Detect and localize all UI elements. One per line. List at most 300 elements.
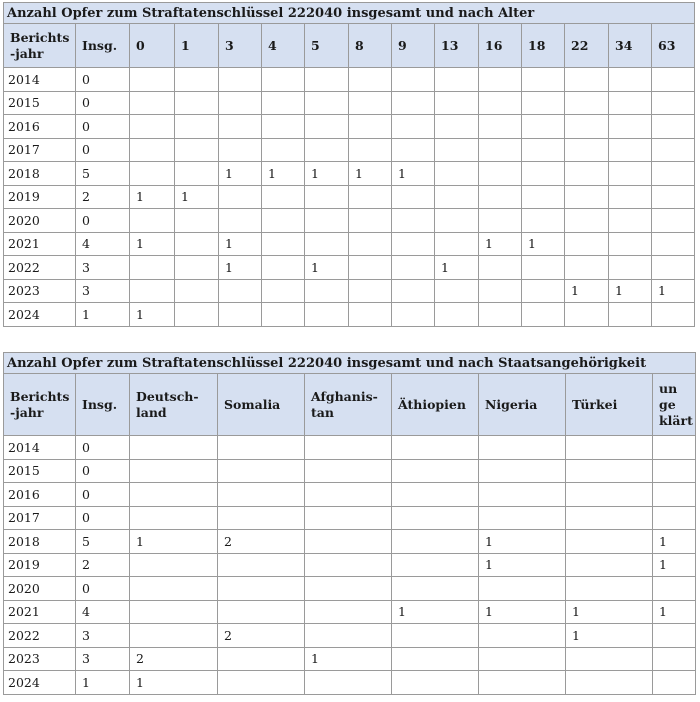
total-cell: 3 bbox=[76, 279, 130, 303]
value-cell bbox=[218, 459, 305, 483]
value-cell bbox=[219, 91, 262, 115]
column-header: 8 bbox=[349, 24, 392, 68]
value-cell bbox=[653, 483, 696, 507]
table-row bbox=[4, 553, 696, 577]
table-row bbox=[4, 256, 695, 280]
value-cell bbox=[565, 232, 609, 256]
value-cell bbox=[130, 553, 218, 577]
value-cell bbox=[565, 162, 609, 186]
value-cell bbox=[565, 138, 609, 162]
value-cell bbox=[305, 459, 392, 483]
value-cell bbox=[392, 68, 435, 92]
column-header: 13 bbox=[435, 24, 479, 68]
column-header: 0 bbox=[130, 24, 175, 68]
value-cell bbox=[305, 209, 349, 233]
table-row bbox=[4, 279, 695, 303]
value-cell bbox=[130, 459, 218, 483]
year-cell: 2014 bbox=[4, 436, 76, 460]
value-cell bbox=[435, 162, 479, 186]
value-cell bbox=[653, 624, 696, 648]
value-cell bbox=[218, 483, 305, 507]
total-cell: 1 bbox=[76, 671, 130, 695]
year-cell: 2016 bbox=[4, 483, 76, 507]
value-cell bbox=[349, 185, 392, 209]
value-cell bbox=[262, 279, 305, 303]
value-cell: 1 bbox=[219, 256, 262, 280]
value-cell bbox=[218, 436, 305, 460]
value-cell bbox=[349, 91, 392, 115]
value-cell: 1 bbox=[392, 162, 435, 186]
table-row bbox=[4, 303, 695, 327]
table-row bbox=[4, 647, 696, 671]
table-row bbox=[4, 530, 696, 554]
value-cell bbox=[392, 506, 479, 530]
value-cell bbox=[479, 671, 566, 695]
value-cell bbox=[219, 138, 262, 162]
value-cell bbox=[218, 506, 305, 530]
value-cell bbox=[479, 115, 522, 139]
value-cell: 1 bbox=[305, 162, 349, 186]
nationality-table bbox=[3, 352, 696, 695]
value-cell: 1 bbox=[479, 600, 566, 624]
value-cell bbox=[218, 600, 305, 624]
value-cell bbox=[130, 209, 175, 233]
value-cell bbox=[130, 624, 218, 648]
value-cell bbox=[392, 671, 479, 695]
column-header: 22 bbox=[565, 24, 609, 68]
value-cell bbox=[305, 600, 392, 624]
value-cell bbox=[175, 91, 219, 115]
total-cell: 0 bbox=[76, 209, 130, 233]
year-cell: 2019 bbox=[4, 185, 76, 209]
table-row bbox=[4, 185, 695, 209]
value-cell bbox=[609, 68, 652, 92]
value-cell bbox=[305, 232, 349, 256]
value-cell bbox=[219, 115, 262, 139]
value-cell bbox=[349, 256, 392, 280]
value-cell bbox=[565, 185, 609, 209]
value-cell bbox=[653, 436, 696, 460]
value-cell bbox=[392, 232, 435, 256]
column-header: un ge klärt bbox=[653, 374, 696, 436]
value-cell bbox=[305, 279, 349, 303]
value-cell bbox=[392, 436, 479, 460]
value-cell bbox=[653, 671, 696, 695]
value-cell bbox=[392, 459, 479, 483]
value-cell bbox=[522, 138, 565, 162]
value-cell bbox=[175, 162, 219, 186]
total-cell: 0 bbox=[76, 115, 130, 139]
total-cell: 3 bbox=[76, 256, 130, 280]
table-row bbox=[4, 138, 695, 162]
value-cell bbox=[349, 209, 392, 233]
year-cell: 2024 bbox=[4, 671, 76, 695]
value-cell bbox=[435, 279, 479, 303]
value-cell bbox=[305, 436, 392, 460]
column-header: Äthiopien bbox=[392, 374, 479, 436]
value-cell bbox=[262, 185, 305, 209]
value-cell bbox=[305, 577, 392, 601]
column-header: Berichts -jahr bbox=[4, 374, 76, 436]
value-cell bbox=[565, 115, 609, 139]
table-row bbox=[4, 600, 696, 624]
value-cell bbox=[653, 506, 696, 530]
total-cell: 0 bbox=[76, 483, 130, 507]
year-cell: 2017 bbox=[4, 506, 76, 530]
value-cell bbox=[305, 91, 349, 115]
table-title: Anzahl Opfer zum Straftatenschlüssel 222040 insgesamt und nach Staatsangehörigkeit bbox=[4, 353, 696, 374]
value-cell bbox=[652, 209, 695, 233]
value-cell bbox=[435, 138, 479, 162]
year-cell: 2017 bbox=[4, 138, 76, 162]
table-row bbox=[4, 232, 695, 256]
year-cell: 2014 bbox=[4, 68, 76, 92]
value-cell bbox=[652, 91, 695, 115]
value-cell bbox=[130, 162, 175, 186]
value-cell bbox=[349, 279, 392, 303]
year-cell: 2020 bbox=[4, 209, 76, 233]
table-row bbox=[4, 577, 696, 601]
value-cell bbox=[349, 115, 392, 139]
value-cell bbox=[435, 185, 479, 209]
value-cell bbox=[175, 138, 219, 162]
year-cell: 2015 bbox=[4, 459, 76, 483]
value-cell: 1 bbox=[652, 279, 695, 303]
value-cell bbox=[175, 256, 219, 280]
value-cell bbox=[130, 256, 175, 280]
value-cell bbox=[392, 279, 435, 303]
column-header: 3 bbox=[219, 24, 262, 68]
value-cell bbox=[522, 209, 565, 233]
value-cell bbox=[566, 577, 653, 601]
value-cell bbox=[305, 303, 349, 327]
value-cell bbox=[652, 162, 695, 186]
value-cell bbox=[219, 303, 262, 327]
value-cell bbox=[130, 506, 218, 530]
value-cell bbox=[522, 68, 565, 92]
value-cell bbox=[609, 162, 652, 186]
value-cell bbox=[219, 68, 262, 92]
value-cell: 1 bbox=[219, 162, 262, 186]
year-cell: 2023 bbox=[4, 647, 76, 671]
value-cell bbox=[652, 185, 695, 209]
value-cell bbox=[305, 185, 349, 209]
column-header: Deutsch- land bbox=[130, 374, 218, 436]
value-cell bbox=[305, 506, 392, 530]
value-cell bbox=[522, 162, 565, 186]
value-cell bbox=[566, 459, 653, 483]
total-cell: 1 bbox=[76, 303, 130, 327]
value-cell: 1 bbox=[609, 279, 652, 303]
value-cell bbox=[392, 624, 479, 648]
value-cell bbox=[218, 553, 305, 577]
total-cell: 3 bbox=[76, 647, 130, 671]
year-cell: 2019 bbox=[4, 553, 76, 577]
column-header: Nigeria bbox=[479, 374, 566, 436]
total-cell: 5 bbox=[76, 162, 130, 186]
value-cell bbox=[435, 232, 479, 256]
value-cell bbox=[435, 303, 479, 327]
year-cell: 2022 bbox=[4, 256, 76, 280]
value-cell: 1 bbox=[653, 553, 696, 577]
value-cell: 1 bbox=[130, 303, 175, 327]
value-cell: 1 bbox=[130, 671, 218, 695]
value-cell bbox=[392, 577, 479, 601]
value-cell bbox=[435, 209, 479, 233]
value-cell bbox=[262, 68, 305, 92]
value-cell: 1 bbox=[522, 232, 565, 256]
value-cell bbox=[349, 138, 392, 162]
value-cell bbox=[349, 68, 392, 92]
value-cell bbox=[130, 279, 175, 303]
total-cell: 0 bbox=[76, 577, 130, 601]
value-cell bbox=[305, 138, 349, 162]
value-cell bbox=[175, 232, 219, 256]
year-cell: 2021 bbox=[4, 600, 76, 624]
value-cell: 1 bbox=[566, 600, 653, 624]
value-cell bbox=[652, 68, 695, 92]
value-cell bbox=[175, 115, 219, 139]
value-cell: 1 bbox=[175, 185, 219, 209]
value-cell bbox=[479, 91, 522, 115]
value-cell bbox=[349, 303, 392, 327]
header-row bbox=[4, 24, 695, 68]
value-cell bbox=[652, 232, 695, 256]
year-cell: 2016 bbox=[4, 115, 76, 139]
value-cell bbox=[609, 115, 652, 139]
value-cell bbox=[349, 232, 392, 256]
total-cell: 0 bbox=[76, 506, 130, 530]
year-cell: 2022 bbox=[4, 624, 76, 648]
column-header: 18 bbox=[522, 24, 565, 68]
total-cell: 0 bbox=[76, 436, 130, 460]
value-cell bbox=[218, 671, 305, 695]
value-cell bbox=[566, 436, 653, 460]
value-cell bbox=[262, 138, 305, 162]
column-header: Insg. bbox=[76, 374, 130, 436]
value-cell bbox=[130, 91, 175, 115]
value-cell bbox=[175, 303, 219, 327]
age-table bbox=[3, 2, 695, 327]
value-cell bbox=[219, 279, 262, 303]
year-cell: 2015 bbox=[4, 91, 76, 115]
value-cell bbox=[130, 138, 175, 162]
value-cell bbox=[609, 209, 652, 233]
value-cell bbox=[130, 483, 218, 507]
column-header: 1 bbox=[175, 24, 219, 68]
value-cell bbox=[392, 530, 479, 554]
column-header: 63 bbox=[652, 24, 695, 68]
value-cell: 1 bbox=[305, 647, 392, 671]
year-cell: 2021 bbox=[4, 232, 76, 256]
value-cell bbox=[479, 279, 522, 303]
value-cell bbox=[609, 256, 652, 280]
table-row bbox=[4, 436, 696, 460]
column-header: 16 bbox=[479, 24, 522, 68]
value-cell bbox=[566, 506, 653, 530]
value-cell bbox=[305, 530, 392, 554]
value-cell bbox=[392, 256, 435, 280]
table-row bbox=[4, 115, 695, 139]
value-cell bbox=[609, 232, 652, 256]
value-cell bbox=[479, 303, 522, 327]
value-cell bbox=[218, 647, 305, 671]
value-cell bbox=[435, 115, 479, 139]
value-cell bbox=[392, 138, 435, 162]
value-cell: 1 bbox=[653, 600, 696, 624]
value-cell bbox=[479, 483, 566, 507]
column-header: Türkei bbox=[566, 374, 653, 436]
value-cell bbox=[566, 483, 653, 507]
column-header: 34 bbox=[609, 24, 652, 68]
value-cell bbox=[522, 91, 565, 115]
value-cell: 2 bbox=[218, 624, 305, 648]
value-cell: 2 bbox=[218, 530, 305, 554]
value-cell: 1 bbox=[479, 232, 522, 256]
value-cell: 1 bbox=[566, 624, 653, 648]
value-cell bbox=[262, 232, 305, 256]
value-cell bbox=[565, 68, 609, 92]
value-cell bbox=[305, 68, 349, 92]
column-header: Berichts -jahr bbox=[4, 24, 76, 68]
value-cell bbox=[305, 553, 392, 577]
value-cell bbox=[566, 530, 653, 554]
value-cell: 1 bbox=[653, 530, 696, 554]
table-title: Anzahl Opfer zum Straftatenschlüssel 222040 insgesamt und nach Alter bbox=[4, 3, 695, 24]
value-cell: 1 bbox=[305, 256, 349, 280]
value-cell bbox=[392, 483, 479, 507]
value-cell bbox=[609, 303, 652, 327]
value-cell bbox=[479, 162, 522, 186]
table-row bbox=[4, 162, 695, 186]
value-cell: 1 bbox=[392, 600, 479, 624]
value-cell bbox=[130, 115, 175, 139]
value-cell bbox=[262, 91, 305, 115]
value-cell bbox=[565, 91, 609, 115]
value-cell bbox=[392, 553, 479, 577]
value-cell bbox=[262, 256, 305, 280]
total-cell: 0 bbox=[76, 68, 130, 92]
total-cell: 0 bbox=[76, 459, 130, 483]
table-row bbox=[4, 68, 695, 92]
value-cell bbox=[130, 577, 218, 601]
column-header: 4 bbox=[262, 24, 305, 68]
value-cell bbox=[565, 303, 609, 327]
value-cell: 1 bbox=[349, 162, 392, 186]
value-cell bbox=[652, 138, 695, 162]
value-cell bbox=[653, 577, 696, 601]
total-cell: 4 bbox=[76, 232, 130, 256]
value-cell bbox=[130, 600, 218, 624]
value-cell bbox=[305, 624, 392, 648]
value-cell bbox=[130, 436, 218, 460]
value-cell bbox=[479, 436, 566, 460]
value-cell bbox=[392, 647, 479, 671]
value-cell: 1 bbox=[479, 553, 566, 577]
header-row bbox=[4, 374, 696, 436]
value-cell bbox=[652, 303, 695, 327]
total-cell: 0 bbox=[76, 91, 130, 115]
year-cell: 2018 bbox=[4, 162, 76, 186]
column-header: Afghanis- tan bbox=[305, 374, 392, 436]
year-cell: 2023 bbox=[4, 279, 76, 303]
total-cell: 3 bbox=[76, 624, 130, 648]
value-cell bbox=[479, 209, 522, 233]
value-cell bbox=[305, 671, 392, 695]
value-cell bbox=[652, 115, 695, 139]
total-cell: 2 bbox=[76, 185, 130, 209]
value-cell bbox=[175, 209, 219, 233]
column-header: Somalia bbox=[218, 374, 305, 436]
value-cell bbox=[479, 256, 522, 280]
table-row bbox=[4, 506, 696, 530]
value-cell bbox=[392, 209, 435, 233]
value-cell bbox=[175, 279, 219, 303]
value-cell bbox=[565, 209, 609, 233]
value-cell bbox=[219, 185, 262, 209]
table-row bbox=[4, 624, 696, 648]
value-cell: 1 bbox=[130, 185, 175, 209]
value-cell bbox=[653, 647, 696, 671]
value-cell bbox=[653, 459, 696, 483]
value-cell bbox=[522, 185, 565, 209]
value-cell bbox=[479, 624, 566, 648]
table-row bbox=[4, 671, 696, 695]
value-cell bbox=[522, 256, 565, 280]
value-cell: 1 bbox=[565, 279, 609, 303]
year-cell: 2020 bbox=[4, 577, 76, 601]
table-row bbox=[4, 91, 695, 115]
value-cell bbox=[392, 303, 435, 327]
table-row bbox=[4, 209, 695, 233]
value-cell bbox=[392, 91, 435, 115]
value-cell bbox=[218, 577, 305, 601]
value-cell bbox=[305, 115, 349, 139]
value-cell bbox=[262, 115, 305, 139]
value-cell bbox=[435, 68, 479, 92]
value-cell bbox=[479, 68, 522, 92]
value-cell bbox=[130, 68, 175, 92]
value-cell bbox=[479, 577, 566, 601]
value-cell bbox=[392, 115, 435, 139]
value-cell bbox=[262, 209, 305, 233]
total-cell: 0 bbox=[76, 138, 130, 162]
value-cell: 1 bbox=[479, 530, 566, 554]
value-cell bbox=[435, 91, 479, 115]
column-header: 9 bbox=[392, 24, 435, 68]
value-cell: 1 bbox=[219, 232, 262, 256]
total-cell: 5 bbox=[76, 530, 130, 554]
value-cell bbox=[479, 647, 566, 671]
value-cell bbox=[479, 185, 522, 209]
value-cell bbox=[566, 553, 653, 577]
table-row bbox=[4, 483, 696, 507]
value-cell bbox=[479, 506, 566, 530]
value-cell bbox=[262, 303, 305, 327]
value-cell bbox=[609, 91, 652, 115]
value-cell bbox=[652, 256, 695, 280]
value-cell bbox=[522, 303, 565, 327]
table-row bbox=[4, 459, 696, 483]
value-cell bbox=[219, 209, 262, 233]
value-cell: 2 bbox=[130, 647, 218, 671]
value-cell bbox=[522, 115, 565, 139]
value-cell: 1 bbox=[130, 530, 218, 554]
year-cell: 2018 bbox=[4, 530, 76, 554]
value-cell bbox=[609, 138, 652, 162]
value-cell bbox=[565, 256, 609, 280]
value-cell bbox=[175, 68, 219, 92]
